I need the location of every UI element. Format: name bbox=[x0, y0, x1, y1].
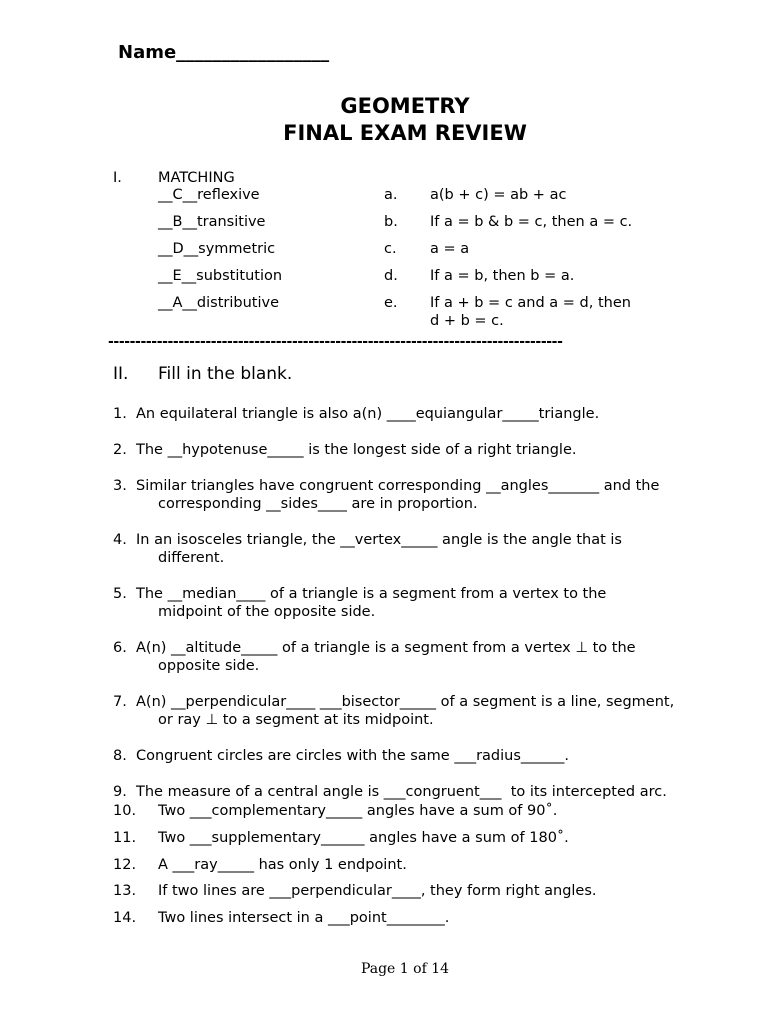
question-text: The __hypotenuse_____ is the longest side of a right triangle. bbox=[136, 442, 577, 458]
question-text-continued: midpoint of the opposite side. bbox=[158, 604, 376, 620]
question-text: Two lines intersect in a ___point________. bbox=[158, 910, 450, 926]
question-text-continued: corresponding __sides____ are in proportion. bbox=[158, 496, 478, 512]
question-text: In an isosceles triangle, the __vertex_____ angle is the angle that is bbox=[136, 532, 622, 548]
section-divider: ------------------------------------------------------------------------------------ bbox=[108, 334, 563, 350]
question-number: 3. bbox=[113, 478, 127, 494]
page-number: Page 1 of 14 bbox=[360, 961, 450, 977]
matching-definition-e-continued: d + b = c. bbox=[430, 313, 504, 329]
question-text: An equilateral triangle is also a(n) ____equiangular_____triangle. bbox=[136, 406, 600, 422]
question-number: 10. bbox=[113, 803, 137, 819]
matching-definition-e: If a + b = c and a = d, then bbox=[430, 295, 631, 311]
section-1-numeral: I. bbox=[113, 170, 122, 186]
question-number: 1. bbox=[113, 406, 127, 422]
section-2-numeral: II. bbox=[113, 364, 129, 384]
name-field: Name_________________ bbox=[118, 42, 330, 63]
question-text: Congruent circles are circles with the same ___radius______. bbox=[136, 748, 570, 764]
matching-item-reflexive: __C__reflexive bbox=[158, 187, 260, 203]
question-text: A(n) __altitude_____ of a triangle is a segment from a vertex ⊥ to the bbox=[136, 640, 636, 656]
title-line-2: FINAL EXAM REVIEW bbox=[283, 121, 527, 145]
question-text: The __median____ of a triangle is a segment from a vertex to the bbox=[136, 586, 607, 602]
matching-letter-a: a. bbox=[384, 187, 398, 203]
section-1-heading: MATCHING bbox=[158, 170, 235, 186]
question-number: 6. bbox=[113, 640, 127, 656]
question-number: 9. bbox=[113, 784, 127, 800]
matching-letter-c: c. bbox=[384, 241, 397, 257]
section-2-heading: Fill in the blank. bbox=[158, 364, 293, 384]
matching-letter-e: e. bbox=[384, 295, 398, 311]
question-text: Two ___supplementary______ angles have a sum of 180˚. bbox=[158, 830, 569, 846]
question-text: The measure of a central angle is ___congruent___ to its intercepted arc. bbox=[136, 784, 667, 800]
title-line-1: GEOMETRY bbox=[340, 94, 470, 118]
question-text-continued: or ray ⊥ to a segment at its midpoint. bbox=[158, 712, 434, 728]
question-text: Two ___complementary_____ angles have a sum of 90˚. bbox=[158, 803, 558, 819]
question-number: 8. bbox=[113, 748, 127, 764]
question-number: 7. bbox=[113, 694, 127, 710]
question-number: 14. bbox=[113, 910, 137, 926]
question-number: 4. bbox=[113, 532, 127, 548]
matching-item-distributive: __A__distributive bbox=[158, 295, 279, 311]
matching-definition-b: If a = b & b = c, then a = c. bbox=[430, 214, 633, 230]
matching-item-transitive: __B__transitive bbox=[158, 214, 266, 230]
question-text: Similar triangles have congruent corresponding __angles_______ and the bbox=[136, 478, 660, 494]
question-text: A ___ray_____ has only 1 endpoint. bbox=[158, 857, 407, 873]
question-number: 2. bbox=[113, 442, 127, 458]
question-number: 11. bbox=[113, 830, 137, 846]
matching-item-substitution: __E__substitution bbox=[158, 268, 283, 284]
question-number: 5. bbox=[113, 586, 127, 602]
matching-definition-c: a = a bbox=[430, 241, 470, 257]
matching-item-symmetric: __D__symmetric bbox=[158, 241, 276, 257]
matching-definition-a: a(b + c) = ab + ac bbox=[430, 187, 567, 203]
question-text: A(n) __perpendicular____ ___bisector_____ of a segment is a line, segment, bbox=[136, 694, 675, 710]
question-number: 12. bbox=[113, 857, 137, 873]
question-text: If two lines are ___perpendicular____, they form right angles. bbox=[158, 883, 597, 899]
question-number: 13. bbox=[113, 883, 137, 899]
question-text-continued: different. bbox=[158, 550, 225, 566]
matching-letter-d: d. bbox=[384, 268, 398, 284]
matching-definition-d: If a = b, then b = a. bbox=[430, 268, 575, 284]
matching-letter-b: b. bbox=[384, 214, 398, 230]
question-text-continued: opposite side. bbox=[158, 658, 260, 674]
